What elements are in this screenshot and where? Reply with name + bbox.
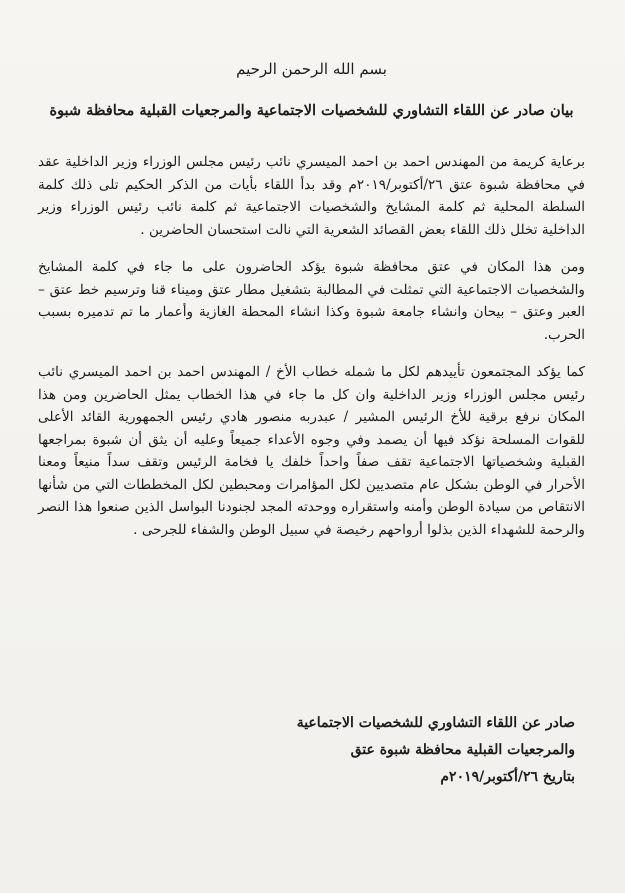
paragraph-support: كما يؤكد المجتمعون تأييدهم لكل ما شمله خطاب الأخ / المهندس احمد بن احمد الميسري نائب رئيس مجلس الوزراء وزير الداخلية وان كل ما جاء في هذا الخطاب يمثل الحاضرين ومن هذا المكان نرفع برقية للأخ الرئيس المشير / عبدربه منصور هادي رئيس الجمهورية القائد الأعلى للقوات المسلحة نؤكد فيها أن يصمد وفي وجوه الأعداء جميعاً وعليه أن يثق أن شبوة بمراجعها القبلية وشخصياتها الاجتماعية تقف صفاً واحداً خلفك يا فخامة الرئيس وتقف سداً منيعاً ومعنا الأحرار في الوطن بشكل عام متصديين لكل المؤامرات ومحبطين لكل المخططات التي من شأنها الانتقاص من سيادة الوطن وأمنه واستقراره ووحدته المجد لجنودنا البواسل الذين صنعوا هذا النصر والرحمة للشهداء الذين بذلوا أرواحهم رخيصة في سبيل الوطن والشفاء للجرحى . [38, 364, 585, 538]
paragraph-demands: ومن هذا المكان في عتق محافظة شبوة يؤكد الحاضرون على ما جاء في كلمة المشايخ والشخصيات الاجتماعية التي تمثلت في المطالبة بتشغيل مطار عتق وميناء قنا وترسيم خط عتق – العبر وعتق – بيحان وانشاء جامعة شبوة وكذا انشاء المحطة الغازية وأعمار ما تم تدميره بسبب الحرب. [38, 259, 585, 343]
signature-line-issuer: صادر عن اللقاء التشاوري للشخصيات الاجتماعية [296, 715, 575, 731]
paragraph-intro: برعاية كريمة من المهندس احمد بن احمد الميسري نائب رئيس مجلس الوزراء وزير الداخلية عقد في محافظة شبوة عتق ٢٦/أكتوبر/٢٠١٩م وقد بدأ اللقاء بأيات من الذكر الحكيم تلى ذلك كلمة السلطة المحلية ثم كلمة المشايخ والشخصيات الاجتماعية ثم كلمة نائب رئيس الوزراء وزير الداخلية تخلل ذلك اللقاء بعض القصائد الشعرية التي نالت استحسان الحاضرين . [38, 154, 586, 238]
basmala: بسم الله الرحمن الرحيم [236, 60, 387, 78]
signature-line-date: بتاريخ ٢٦/أكتوبر/٢٠١٩م [440, 769, 575, 785]
signature-line-location: والمرجعيات القبلية محافظة شبوة عتق [350, 742, 575, 758]
document-body [38, 60, 585, 556]
signature-block [195, 710, 575, 791]
statement-title: بيان صادر عن اللقاء التشاوري للشخصيات الاجتماعية والمرجعيات القبلية محافظة شبوة [49, 102, 574, 119]
